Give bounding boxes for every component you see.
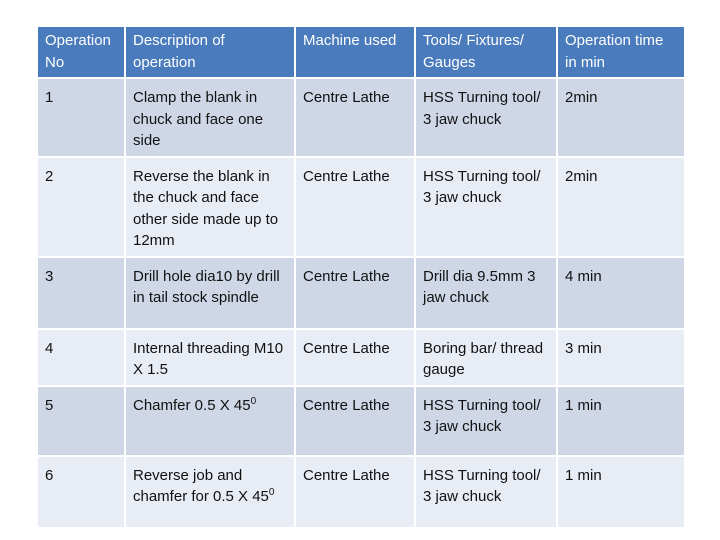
cell-description: Reverse the blank in the chuck and face other side made up to 12mm bbox=[126, 158, 294, 256]
cell-machine: Centre Lathe bbox=[296, 258, 414, 328]
header-operation-no: Operation No bbox=[38, 27, 124, 77]
cell-description: Internal threading M10 X 1.5 bbox=[126, 330, 294, 385]
cell-time: 2min bbox=[558, 79, 684, 156]
degree-superscript: 0 bbox=[250, 395, 257, 407]
cell-time: 1 min bbox=[558, 457, 684, 527]
header-row bbox=[38, 27, 684, 77]
cell-time: 4 min bbox=[558, 258, 684, 328]
cell-time: 1 min bbox=[558, 387, 684, 455]
operation-sheet bbox=[36, 25, 686, 529]
cell-tools: Drill dia 9.5mm 3 jaw chuck bbox=[416, 258, 556, 328]
cell-operation-no: 5 bbox=[38, 387, 124, 455]
cell-tools: HSS Turning tool/ 3 jaw chuck bbox=[416, 457, 556, 527]
header-tools: Tools/ Fixtures/ Gauges bbox=[416, 27, 556, 77]
cell-tools: Boring bar/ thread gauge bbox=[416, 330, 556, 385]
cell-time: 3 min bbox=[558, 330, 684, 385]
cell-operation-no: 4 bbox=[38, 330, 124, 385]
cell-tools: HSS Turning tool/ 3 jaw chuck bbox=[416, 387, 556, 455]
cell-machine: Centre Lathe bbox=[296, 79, 414, 156]
cell-machine: Centre Lathe bbox=[296, 330, 414, 385]
description-text: Chamfer 0.5 X 45 bbox=[133, 396, 251, 414]
header-machine-used: Machine used bbox=[296, 27, 414, 77]
cell-machine: Centre Lathe bbox=[296, 158, 414, 256]
cell-description bbox=[126, 387, 294, 455]
table-row bbox=[38, 457, 684, 527]
table-row bbox=[38, 158, 684, 256]
table-row bbox=[38, 79, 684, 156]
cell-description: Drill hole dia10 by drill in tail stock spindle bbox=[126, 258, 294, 328]
cell-tools: HSS Turning tool/ 3 jaw chuck bbox=[416, 158, 556, 256]
cell-operation-no: 1 bbox=[38, 79, 124, 156]
header-operation-time: Operation time in min bbox=[558, 27, 684, 77]
cell-description: Clamp the blank in chuck and face one side bbox=[126, 79, 294, 156]
description-text: Reverse job and chamfer for 0.5 X 45 bbox=[133, 466, 269, 505]
cell-operation-no: 2 bbox=[38, 158, 124, 256]
table-row bbox=[38, 387, 684, 455]
cell-machine: Centre Lathe bbox=[296, 457, 414, 527]
operations-table bbox=[36, 25, 686, 529]
table-row bbox=[38, 258, 684, 328]
degree-superscript: 0 bbox=[268, 487, 275, 498]
cell-description bbox=[126, 457, 294, 527]
cell-operation-no: 6 bbox=[38, 457, 124, 527]
table-row bbox=[38, 330, 684, 385]
cell-operation-no: 3 bbox=[38, 258, 124, 328]
cell-time: 2min bbox=[558, 158, 684, 256]
header-description: Description of operation bbox=[126, 27, 294, 77]
cell-machine: Centre Lathe bbox=[296, 387, 414, 455]
cell-tools: HSS Turning tool/ 3 jaw chuck bbox=[416, 79, 556, 156]
